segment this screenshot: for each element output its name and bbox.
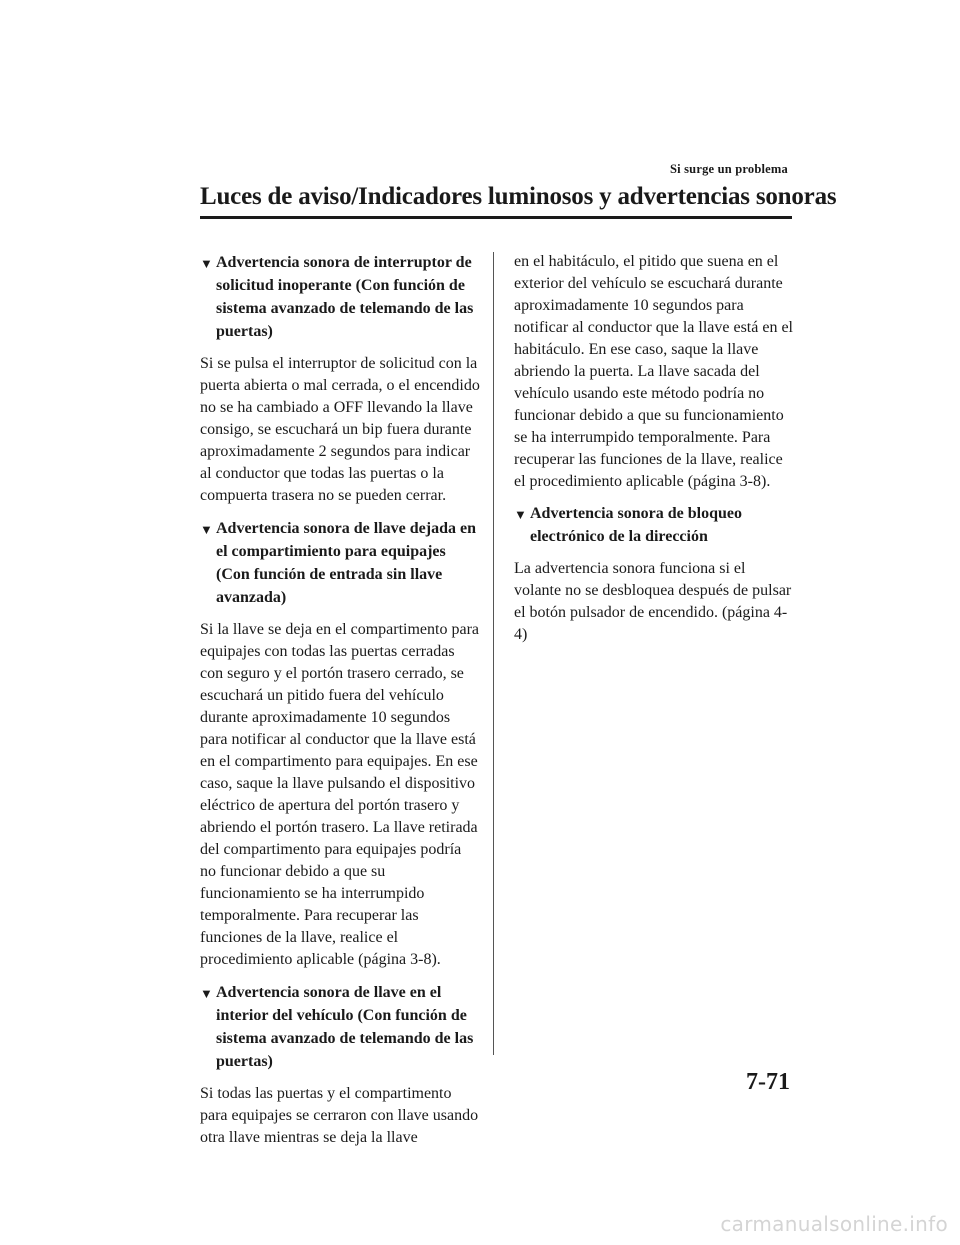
left-column	[200, 251, 480, 1159]
subsection-heading	[200, 517, 480, 609]
subsection-heading	[200, 251, 480, 343]
right-column	[514, 251, 794, 656]
heading-text: Advertencia sonora de bloqueo electrónico de la dirección	[530, 505, 742, 545]
body-paragraph: Si se pulsa el interruptor de solicitud con la puerta abierta o mal cerrada, o el encendido no se ha cambiado a OFF llevando la llave consigo, se escuchará un bip fuera durante aproximadamente 2 segundos para indicar al conductor que todas las puertas o la compuerta trasera no se pueden cerrar.	[200, 355, 480, 504]
triangle-marker-icon: ▼	[200, 986, 213, 1001]
body-paragraph: Si la llave se deja en el compartimento para equipajes con todas las puertas cerradas con seguro y el portón trasero cerrado, se escuchará un pitido fuera del vehículo durante aproximadamente 10 segundos para notificar al conductor que la llave está en el compartimento para equipajes. En ese caso, saque la llave pulsando el dispositivo eléctrico de apertura del portón trasero y abriendo el portón trasero. La llave retirada del compartimento para equipajes podría no funcionar debido a que su funcionamiento se ha interrumpido temporalmente. Para recuperar las funciones de la llave, realice el procedimiento aplicable (página 3-8).	[200, 621, 479, 968]
running-head: Si surge un problema	[669, 162, 788, 176]
triangle-marker-icon: ▼	[200, 522, 213, 537]
body-paragraph: Si todas las puertas y el compartimento para equipajes se cerraron con llave usando otra llave mientras se deja la llave	[200, 1085, 479, 1146]
body-paragraph: en el habitáculo, el pitido que suena en el exterior del vehículo se escuchará durante aproximadamente 10 segundos para notificar al conductor que la llave está en el habitáculo. En ese caso, saque la llave abriendo la puerta. La llave sacada del vehículo usando este método podría no funcionar debido a que su funcionamiento se ha interrumpido temporalmente. Para recuperar las funciones de la llave, realice el procedimiento aplicable (página 3-8).	[514, 253, 793, 490]
subsection-heading	[514, 502, 794, 548]
column-divider	[493, 252, 494, 1055]
body-paragraph: La advertencia sonora funciona si el volante no se desbloquea después de pulsar el botón pulsador de encendido. (página 4-4)	[514, 560, 792, 643]
triangle-marker-icon: ▼	[514, 507, 527, 522]
subsection-heading	[200, 981, 480, 1073]
header-rule	[200, 216, 792, 219]
page-number: 7-71	[746, 1069, 790, 1095]
watermark-link[interactable]: carmanualsonline.info	[720, 1212, 948, 1236]
triangle-marker-icon: ▼	[200, 256, 213, 271]
heading-text: Advertencia sonora de llave en el interior del vehículo (Con función de sistema avanzado de telemando de las puertas)	[216, 984, 474, 1070]
section-title: Luces de aviso/Indicadores luminosos y advertencias sonoras	[200, 183, 837, 210]
heading-text: Advertencia sonora de llave dejada en el compartimiento para equipajes (Con función de entrada sin llave avanzada)	[216, 520, 476, 606]
heading-text: Advertencia sonora de interruptor de solicitud inoperante (Con función de sistema avanzado de telemando de las puertas)	[216, 254, 474, 340]
